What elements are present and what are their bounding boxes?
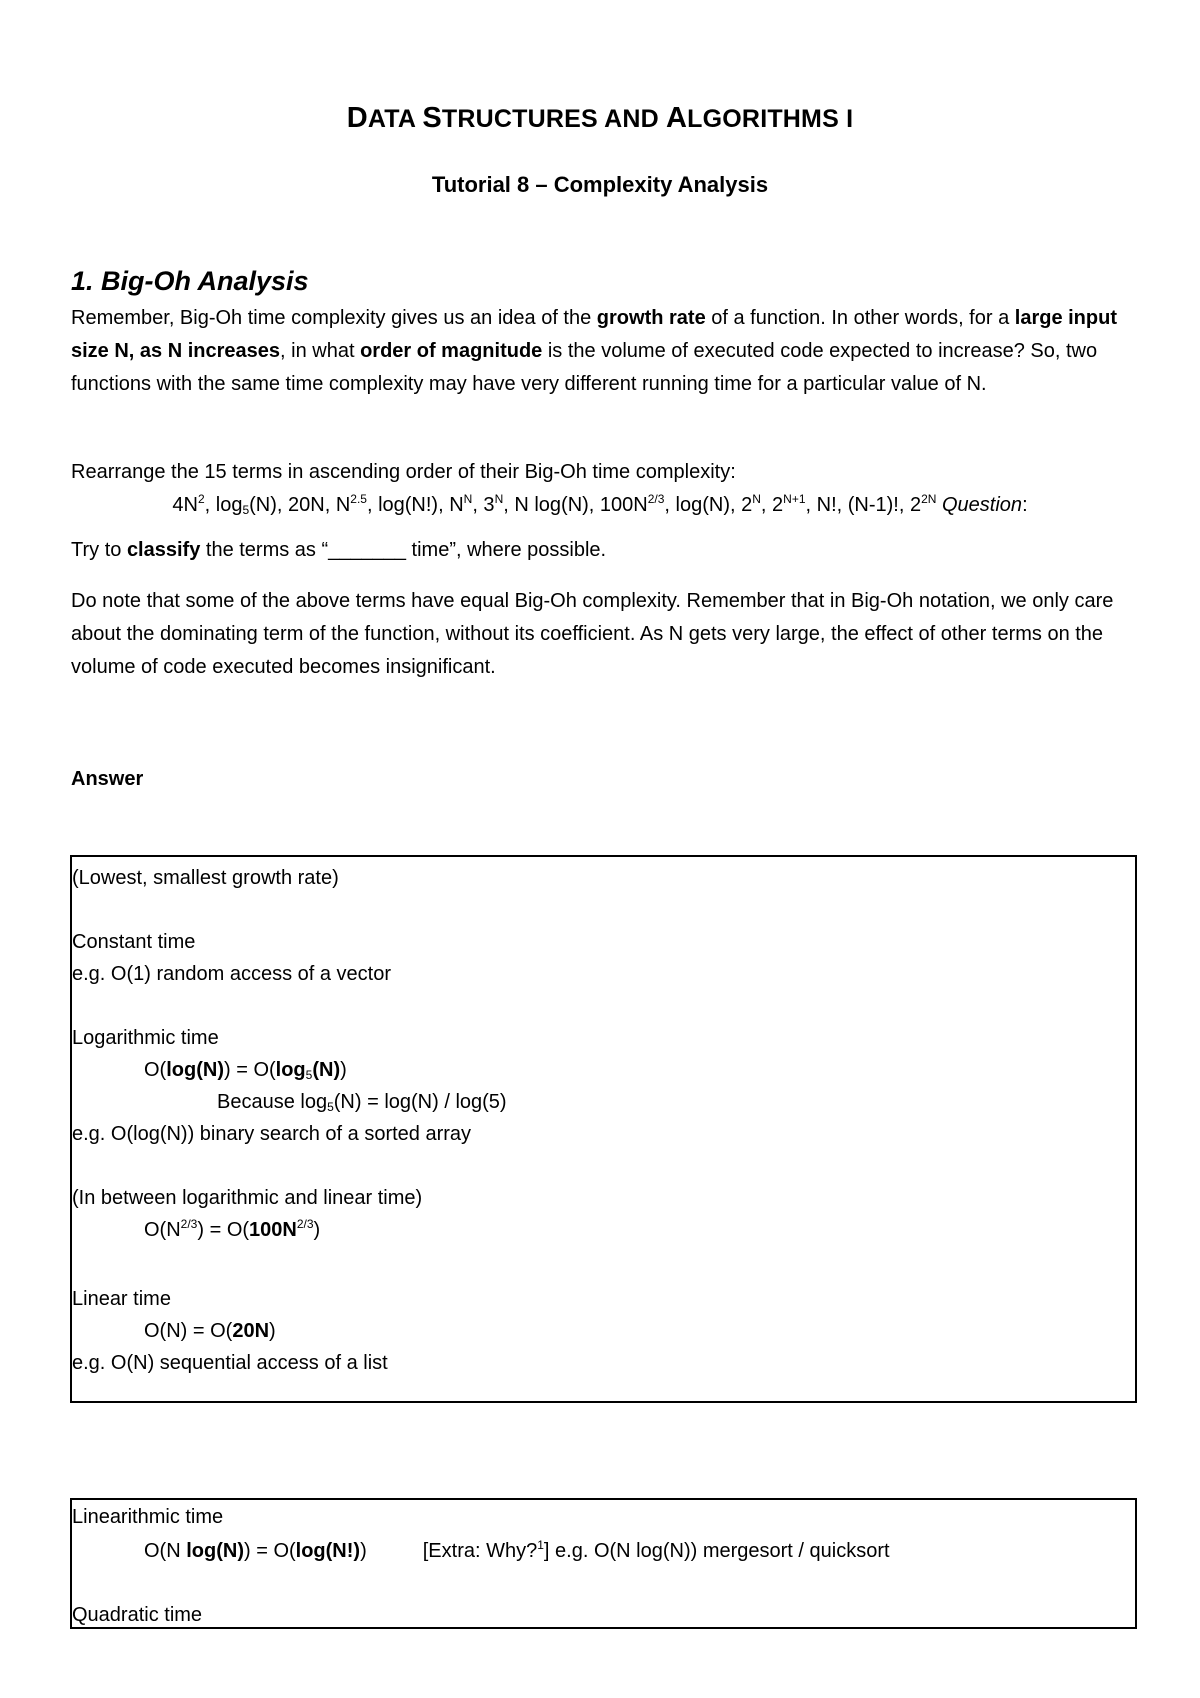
tutorial-subtitle: Tutorial 8 – Complexity Analysis <box>431 172 769 197</box>
linear-equation: O(N) = O(20N) <box>144 1320 276 1342</box>
logarithmic-time-example: e.g. O(log(N)) binary search of a sorted array <box>72 1123 472 1145</box>
answer-box-2 <box>70 1498 1137 1629</box>
document-title <box>0 102 1200 135</box>
title-cap-a: A <box>666 102 688 134</box>
title-rest-1: ATA <box>367 105 423 133</box>
between-log-linear-label: (In between logarithmic and linear time) <box>72 1187 423 1209</box>
logarithmic-equation: $O(\log(N)) = O(\log_5(N))$ <box>144 1059 347 1082</box>
logarithmic-reason: Because $\log_5(N) = \log(N) / \log(5)$ <box>217 1091 507 1114</box>
rearrange-instruction: Rearrange the 15 terms in ascending order of their Big-Oh time complexity: <box>71 461 736 483</box>
lowest-growth-note: (Lowest, smallest growth rate) <box>72 867 339 889</box>
linearithmic-equation: O(N log(N)) = O(log(N!)) [Extra: Why?$^1$] e.g. O(N log(N)) mergesort / quicksort <box>144 1538 890 1562</box>
linearithmic-time-label: Linearithmic time <box>72 1506 224 1528</box>
linear-time-example: e.g. O(N) sequential access of a list <box>72 1352 388 1374</box>
title-rest-2: TRUCTURES AND <box>441 105 667 133</box>
note-paragraph: Do note that some of the above terms have equal Big-Oh complexity. Remember that in Big-Oh notation, we only care about the dominating term of the function, without its coefficient. As N gets very large, the effect of other terms on the volume of code executed becomes insignificant. <box>71 590 1114 678</box>
intro-paragraph: Remember, Big-Oh time complexity gives us an idea of the growth rate of a function. In other words, for a large input size N, as N increases, in what order of magnitude is the volume of executed code expected to increase? So, two functions with the same time complexity may have very different running time for a particular value of N. <box>71 307 1117 395</box>
constant-time-example: e.g. O(1) random access of a vector <box>72 963 392 985</box>
answer-label: Answer <box>71 768 144 790</box>
answer-box-1 <box>70 855 1137 1403</box>
title-rest-3: LGORITHMS I <box>687 105 854 133</box>
classify-instruction: Try to classify the terms as “_______ time”, where possible. <box>71 539 607 561</box>
question-label: Question <box>942 494 1023 516</box>
linear-time-label: Linear time <box>72 1288 171 1310</box>
between-log-linear-equation: $O(N^{2/3}) = O(100N^{2/3})$ <box>144 1217 321 1241</box>
constant-time-label: Constant time <box>72 931 196 953</box>
quadratic-time-label: Quadratic time <box>72 1604 203 1626</box>
title-cap-d: D <box>346 102 368 134</box>
section-heading: 1. Big-Oh Analysis <box>71 266 309 296</box>
logarithmic-time-label: Logarithmic time <box>72 1027 219 1049</box>
title-cap-s: S <box>422 102 442 134</box>
terms-list: $4N^2$, $\log_5(N)$, 20N, $N^{2.5}$, log(N!), $N^N$, $3^N$, N log(N), $100N^{2/3}$, log(N), $2^N$, $2^{N+1}$, N!, (N-1)!, $2^{2N}$ Question: <box>172 492 1028 517</box>
